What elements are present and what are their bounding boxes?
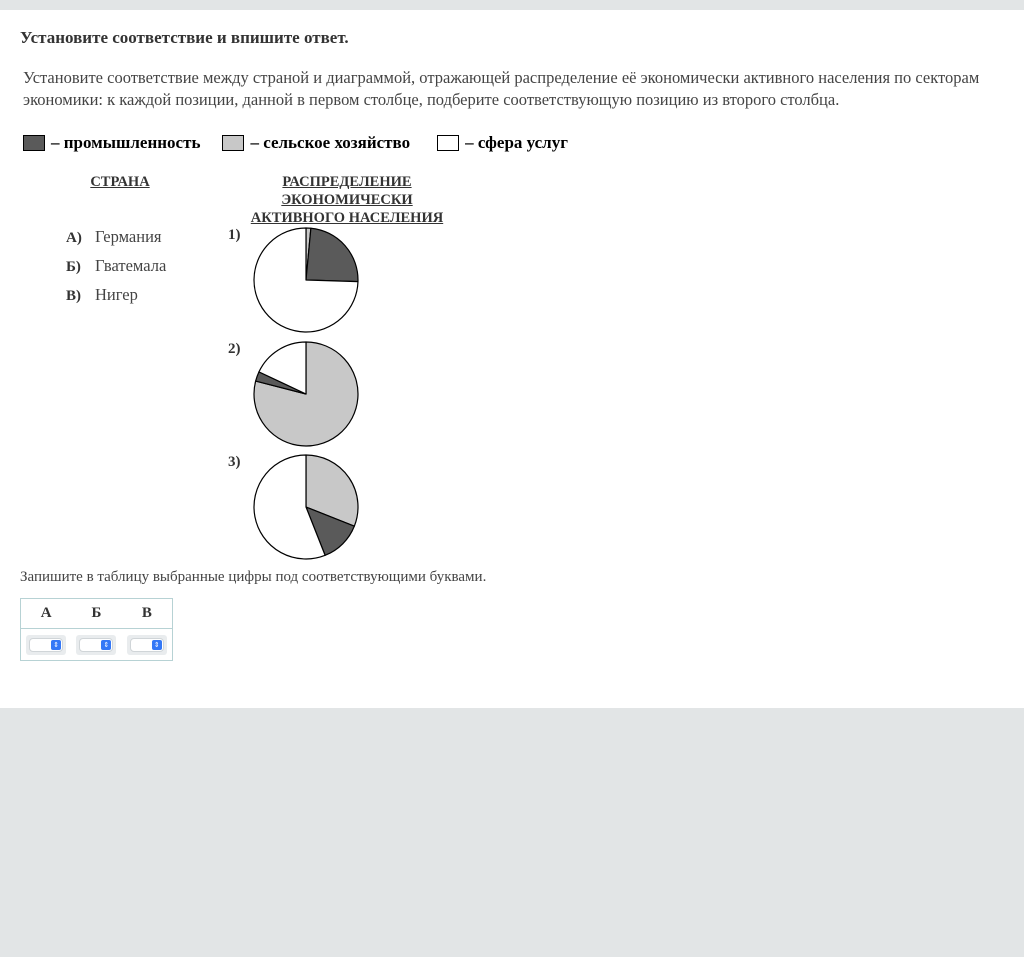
distribution-header-line: РАСПРЕДЕЛЕНИЕ (282, 174, 412, 190)
task-heading: Установите соответствие и впишите ответ. (20, 28, 349, 47)
select-arrow-icon[interactable]: ⇕ (51, 640, 61, 650)
pie-chart-2 (252, 340, 360, 448)
answer-row (21, 629, 172, 661)
answer-select-a-field[interactable] (29, 638, 63, 652)
answer-select-v[interactable] (127, 635, 167, 655)
answer-select-v-field[interactable] (130, 638, 164, 652)
legend-label-services: – сфера услуг (465, 133, 568, 152)
country-item-a (66, 227, 162, 247)
country-name: Гватемала (95, 256, 167, 275)
answer-header-a: А (40, 605, 52, 621)
answer-cell-a (21, 635, 71, 655)
pie-label-3: 3) (228, 454, 241, 470)
distribution-column-header (227, 173, 467, 227)
pie-label-2: 2) (228, 341, 241, 357)
answer-table-header (21, 599, 172, 629)
distribution-header-line: ЭКОНОМИЧЕСКИ (281, 192, 413, 208)
country-name: Нигер (95, 285, 138, 304)
services-swatch (437, 135, 459, 151)
answer-select-a[interactable] (26, 635, 66, 655)
legend-item-agriculture (222, 133, 410, 153)
select-arrow-icon[interactable]: ⇕ (152, 640, 162, 650)
country-name: Германия (95, 227, 162, 246)
country-column-header: СТРАНА (90, 174, 150, 190)
country-item-v (66, 285, 138, 305)
answer-cell-b (71, 635, 121, 655)
distribution-header-line: АКТИВНОГО НАСЕЛЕНИЯ (250, 210, 444, 226)
instruction-text: Запишите в таблицу выбранные цифры под соответствующими буквами. (20, 569, 487, 585)
pie-chart-1 (252, 226, 360, 334)
legend-item-services (437, 133, 568, 153)
pie-chart-3 (252, 453, 360, 561)
legend-item-industry (23, 133, 200, 153)
country-letter: А) (66, 230, 82, 246)
legend-label-agriculture: – сельское хозяйство (250, 133, 411, 152)
answer-header-b: Б (91, 605, 102, 621)
industry-swatch (23, 135, 45, 151)
country-item-b (66, 256, 166, 276)
agriculture-swatch (222, 135, 244, 151)
question-text: Установите соответствие между страной и диаграммой, отражающей распределение её экономически активного населения по секторам экономики: к каждой позиции, данной в первом столбце, подберите соответствующую позицию из второго столбца. (23, 68, 980, 109)
answer-header-v: В (141, 605, 152, 621)
answer-select-b[interactable] (76, 635, 116, 655)
answer-cell-v (122, 635, 172, 655)
legend-label-industry: – промышленность (51, 133, 201, 152)
task-page (0, 10, 1024, 708)
pie-label-1: 1) (228, 227, 241, 243)
select-arrow-icon[interactable]: ⇕ (101, 640, 111, 650)
pie-slice-industry (306, 228, 358, 281)
answer-table (20, 598, 173, 661)
answer-select-b-field[interactable] (79, 638, 113, 652)
legend (23, 131, 568, 155)
country-letter: В) (66, 288, 81, 304)
country-letter: Б) (66, 259, 81, 275)
